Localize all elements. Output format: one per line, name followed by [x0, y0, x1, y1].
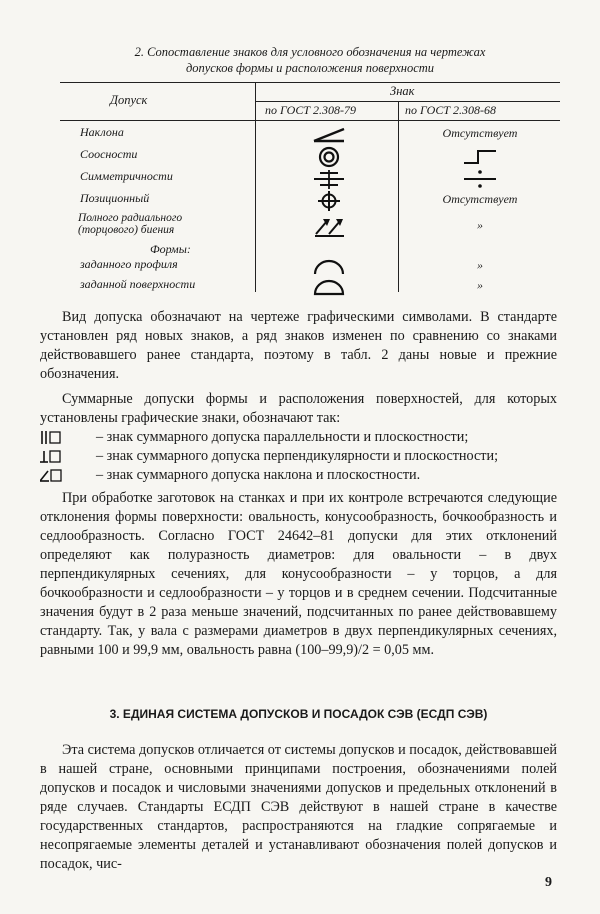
page-number: 9 — [545, 875, 552, 890]
table-row — [60, 146, 560, 168]
paragraph: При обработке заготовок на станках и при их контроле встречаются следующие отклонения формы поверхности: овальность, конусообразность, бочкообразность и седлообразность. Согласно ГОСТ 24642–81 допуски для этих отклонений определяют как полуразность диаметров: для овальности – в двух перпендикулярных сечениях, для конусообразности – у торцов, а для бочкообразности и седлообразности – у торцов и в среднем сечении. Подсчитанные значения будут в 2 раза меньше значений, подсчитанных по ранее действовавшему стандарту. Так, у вала с размерами диаметров в двух перпендикулярных сечениях, равными 100 и 99,9 мм, овальность равна (100–99,9)/2 = 0,05 мм. — [40, 490, 557, 658]
old-concentricity-icon — [460, 146, 500, 168]
symmetry-icon — [310, 168, 350, 190]
angularity-icon — [310, 124, 350, 146]
header-sign: Знак — [390, 84, 415, 98]
sign-description: – знак суммарного допуска наклона и плоскостности. — [96, 467, 421, 483]
section-title: 3. ЕДИНАЯ СИСТЕМА ДОПУСКОВ И ПОСАДОК СЭВ (ЕСДП СЭВ) — [109, 707, 488, 721]
sign-line-parallelism — [40, 428, 557, 447]
body-text-block-1 — [40, 308, 557, 660]
header-new-standard: по ГОСТ 2.308-79 — [265, 103, 357, 117]
row-name: Наклона — [80, 125, 124, 139]
old-symmetry-icon — [460, 168, 500, 190]
row-name: Позиционный — [80, 191, 150, 205]
table-row — [60, 168, 560, 190]
table-row — [60, 190, 560, 212]
table-row — [60, 276, 560, 298]
row-name: Симметричности — [80, 169, 173, 183]
line-profile-icon — [310, 256, 350, 278]
row-name-line-2: (торцового) биения — [78, 224, 175, 236]
sign-line-angularity — [40, 466, 557, 485]
row-old-sign: Отсутствует — [442, 192, 518, 206]
caption-line-1: 2. Сопоставление знаков для условного обозначения на чертежах — [134, 45, 486, 59]
sign-description: – знак суммарного допуска параллельности и плоскостности; — [96, 429, 469, 445]
paragraph: Вид допуска обозначают на чертеже графическими символами. В стандарте установлен ряд новых знаков, а ряд знаков изменен по сравнению со знаками действовавшего ранее стандарта, поэтому в табл. 2 даны новые и прежние обозначения. — [40, 309, 557, 382]
parallelism-flatness-icon — [40, 430, 62, 445]
table-row — [60, 212, 560, 238]
paragraph: Суммарные допуски формы и расположения поверхностей, для которых установлены графические знаки, обозначают так: — [40, 391, 557, 426]
row-name: Соосности — [80, 147, 138, 161]
header-tolerance: Допуск — [110, 93, 148, 107]
body-text-block-2 — [40, 741, 557, 874]
row-old-sign: » — [477, 218, 483, 232]
surface-profile-icon — [310, 276, 350, 298]
sign-description: – знак суммарного допуска перпендикулярности и плоскостности; — [96, 448, 499, 464]
table-row — [60, 124, 560, 146]
table-caption — [60, 44, 560, 76]
angularity-flatness-icon — [40, 468, 62, 483]
row-name — [78, 212, 182, 236]
group-form-label: Формы: — [150, 242, 191, 256]
sign-line-perpendicularity — [40, 447, 557, 466]
concentricity-icon — [310, 146, 350, 168]
header-old-standard: по ГОСТ 2.308-68 — [405, 103, 497, 117]
row-name: заданного профиля — [80, 257, 178, 271]
row-old-sign: Отсутствует — [442, 126, 518, 140]
row-name: заданной поверхности — [80, 277, 196, 291]
table-row — [60, 256, 560, 278]
row-old-sign: » — [477, 278, 483, 292]
paragraph: Эта система допусков отличается от системы допусков и посадок, действовавшей в нашей стране, основными принципами построения, обозначениями полей допусков и посадок и числовыми значениями допусков и предельных отклонений в ряде случаев. Стандарты ЕСДП СЭВ действуют в нашей стране в качестве государственных стандартов, распространяются на гладкие сопрягаемые и несопрягаемые элементы деталей и устанавливают обозначения полей допусков и посадок, чис- — [40, 742, 557, 872]
row-old-sign: » — [477, 258, 483, 272]
position-icon — [310, 190, 350, 212]
perpendicularity-flatness-icon — [40, 449, 62, 464]
total-runout-icon — [310, 216, 350, 238]
caption-line-2: допусков формы и расположения поверхности — [185, 61, 435, 75]
row-name-line-1: Полного радиального — [78, 212, 183, 224]
